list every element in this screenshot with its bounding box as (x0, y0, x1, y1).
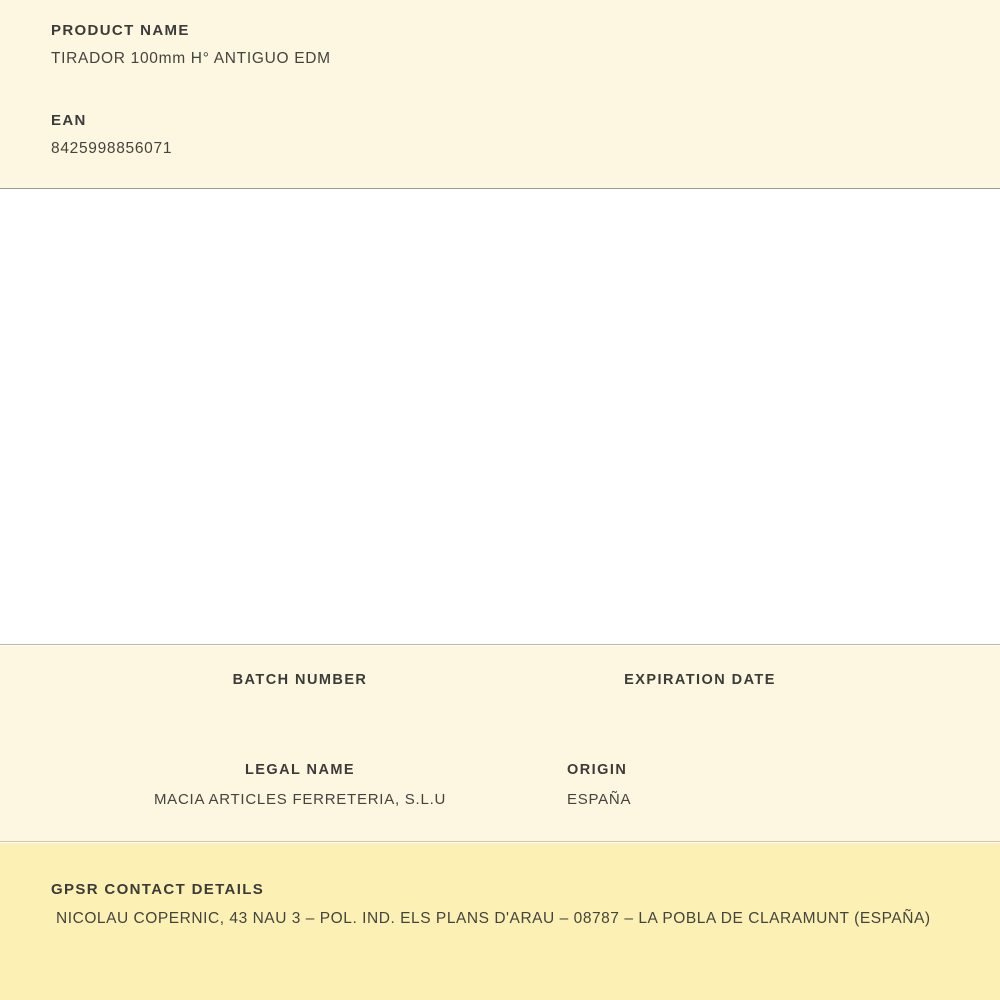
legal-name-label: LEGAL NAME (244, 762, 356, 778)
expiration-date-field (500, 672, 900, 716)
info-row-batch-expiry (0, 672, 1000, 716)
product-name-value: TIRADOR 100mm H° ANTIGUO EDM (51, 50, 331, 67)
ean-label: EAN (51, 112, 87, 129)
ean-field (51, 112, 172, 158)
gpsr-contact-label: GPSR CONTACT DETAILS (51, 881, 265, 898)
origin-field (500, 762, 900, 808)
batch-number-label: BATCH NUMBER (232, 672, 368, 688)
product-image-placeholder-area (0, 189, 1000, 645)
product-name-field (51, 22, 331, 68)
info-row-legal-origin (0, 762, 1000, 808)
product-name-label: PRODUCT NAME (51, 22, 190, 39)
legal-name-value: MACIA ARTICLES FERRETERIA, S.L.U (153, 791, 447, 808)
batch-number-value (100, 701, 500, 716)
origin-value: ESPAÑA (567, 791, 632, 808)
expiration-date-label: EXPIRATION DATE (624, 672, 776, 688)
expiration-date-value (500, 701, 900, 716)
gpsr-contact-band (0, 843, 1000, 1000)
legal-name-field (100, 762, 500, 808)
product-header-band (0, 0, 1000, 189)
batch-number-field (100, 672, 500, 716)
product-info-band (0, 646, 1000, 842)
ean-value: 8425998856071 (51, 140, 173, 157)
gpsr-contact-field (51, 881, 980, 928)
origin-label: ORIGIN (567, 762, 628, 778)
gpsr-contact-value: NICOLAU COPERNIC, 43 NAU 3 – POL. IND. ELS PLANS D'ARAU – 08787 – LA POBLA DE CLARAMUNT (ESPAÑA) (56, 910, 931, 927)
